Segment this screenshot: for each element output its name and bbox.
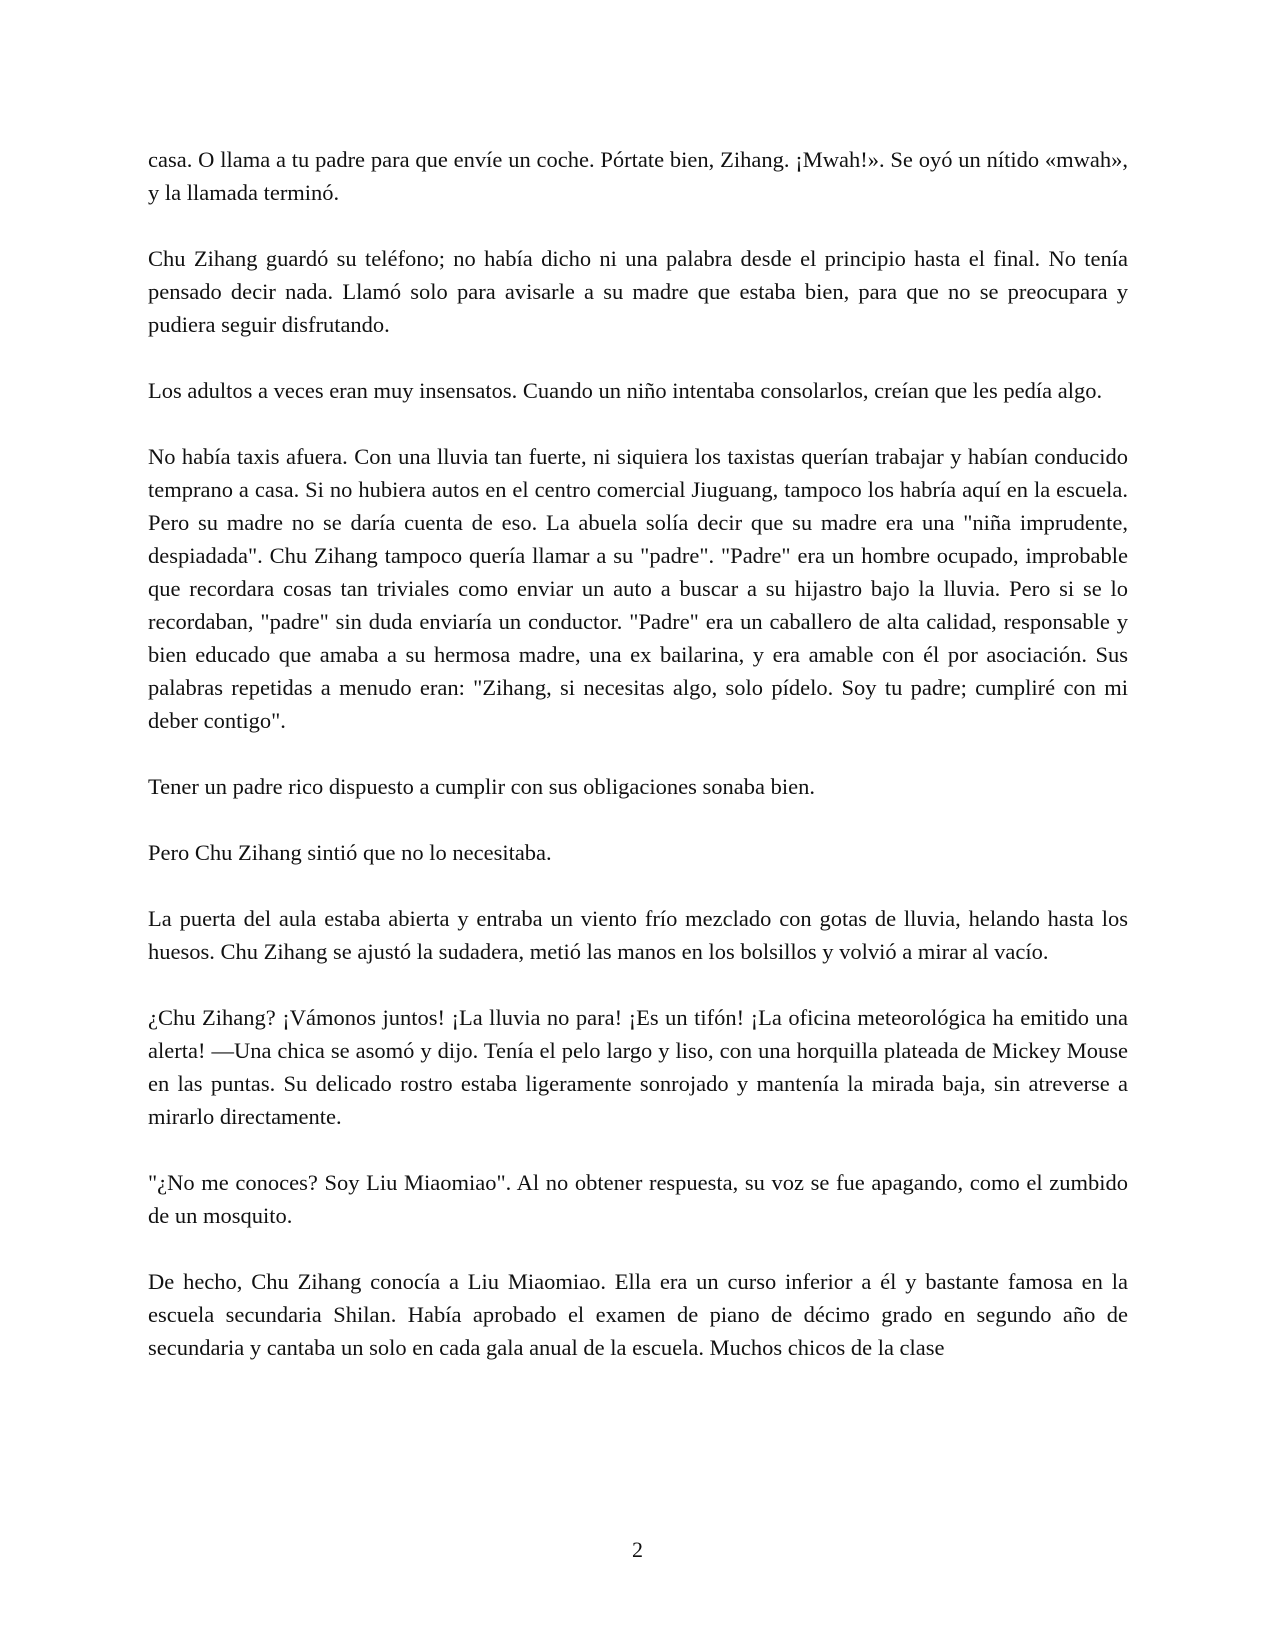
paragraph-9: "¿No me conoces? Soy Liu Miaomiao". Al no obtener respuesta, su voz se fue apagando, como el zumbido de un mosquito. xyxy=(148,1170,1128,1228)
page-body xyxy=(148,143,1128,1364)
page-number: 2 xyxy=(632,1537,643,1562)
paragraph-10: De hecho, Chu Zihang conocía a Liu Miaomiao. Ella era un curso inferior a él y bastante famosa en la escuela secundaria Shilan. Había aprobado el examen de piano de décimo grado en segundo año de secundaria y cantaba un solo en cada gala anual de la escuela. Muchos chicos de la clase xyxy=(148,1269,1128,1360)
paragraph-5: Tener un padre rico dispuesto a cumplir con sus obligaciones sonaba bien. xyxy=(148,774,815,799)
paragraph-3: Los adultos a veces eran muy insensatos. Cuando un niño intentaba consolarlos, creían que les pedía algo. xyxy=(148,378,1103,403)
paragraph-6: Pero Chu Zihang sintió que no lo necesitaba. xyxy=(148,840,552,865)
paragraph-2: Chu Zihang guardó su teléfono; no había dicho ni una palabra desde el principio hasta el final. No tenía pensado decir nada. Llamó solo para avisarle a su madre que estaba bien, para que no se preocupara y pudiera seguir disfrutando. xyxy=(148,246,1128,337)
paragraph-4: No había taxis afuera. Con una lluvia tan fuerte, ni siquiera los taxistas querían trabajar y habían conducido temprano a casa. Si no hubiera autos en el centro comercial Jiuguang, tampoco los habría aquí en la escuela. Pero su madre no se daría cuenta de eso. La abuela solía decir que su madre era una "niña imprudente, despiadada". Chu Zihang tampoco quería llamar a su "padre". "Padre" era un hombre ocupado, improbable que recordara cosas tan triviales como enviar un auto a buscar a su hijastro bajo la lluvia. Pero si se lo recordaban, "padre" sin duda enviaría un conductor. "Padre" era un caballero de alta calidad, responsable y bien educado que amaba a su hermosa madre, una ex bailarina, y era amable con él por asociación. Sus palabras repetidas a menudo eran: "Zihang, si necesitas algo, solo pídelo. Soy tu padre; cumpliré con mi deber contigo". xyxy=(148,444,1128,733)
paragraph-1: casa. O llama a tu padre para que envíe un coche. Pórtate bien, Zihang. ¡Mwah!». Se oyó un nítido «mwah», y la llamada terminó. xyxy=(148,147,1128,205)
paragraph-8: ¿Chu Zihang? ¡Vámonos juntos! ¡La lluvia no para! ¡Es un tifón! ¡La oficina meteorológica ha emitido una alerta! —Una chica se asomó y dijo. Tenía el pelo largo y liso, con una horquilla plateada de Mickey Mouse en las puntas. Su delicado rostro estaba ligeramente sonrojado y mantenía la mirada baja, sin atreverse a mirarlo directamente. xyxy=(148,1005,1128,1129)
paragraph-7: La puerta del aula estaba abierta y entraba un viento frío mezclado con gotas de lluvia, helando hasta los huesos. Chu Zihang se ajustó la sudadera, metió las manos en los bolsillos y volvió a mirar al vacío. xyxy=(148,906,1128,964)
